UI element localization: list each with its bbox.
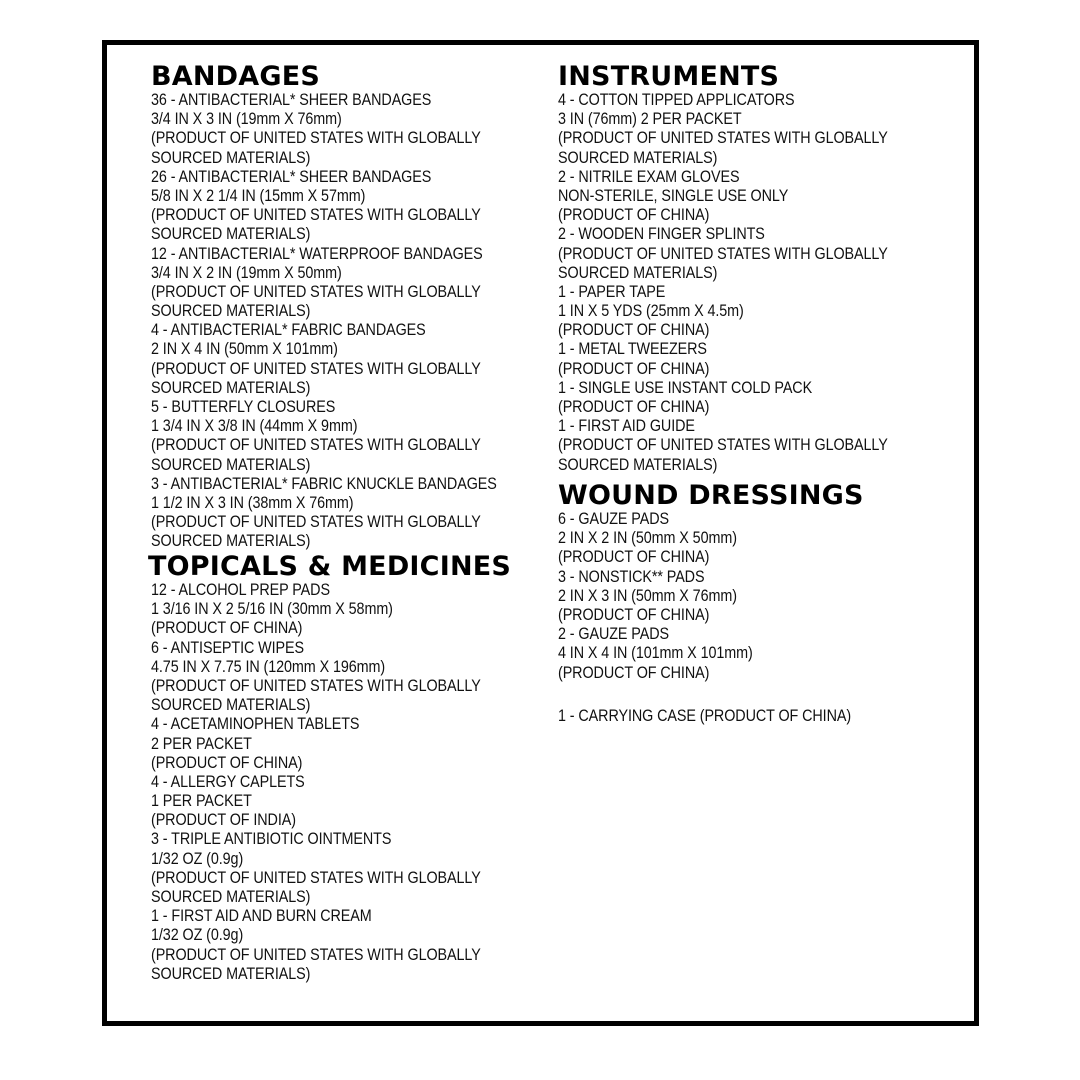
list-item-line: (PRODUCT OF CHINA)	[558, 548, 710, 567]
list-item-line: (PRODUCT OF CHINA)	[558, 663, 710, 682]
list-item-line: 2 IN X 4 IN (50mm X 101mm)	[151, 340, 338, 359]
list-item-line: 2 IN X 3 IN (50mm X 76mm)	[558, 586, 737, 605]
list-item-line: SOURCED MATERIALS)	[151, 696, 311, 715]
section-wound-dressings	[558, 482, 864, 683]
list-item-line: (PRODUCT OF UNITED STATES WITH GLOBALLY	[151, 129, 481, 148]
list-item-line: 4 IN X 4 IN (101mm X 101mm)	[558, 644, 753, 663]
list-item-line: 3 - TRIPLE ANTIBIOTIC OINTMENTS	[151, 830, 392, 849]
list-item-line: (PRODUCT OF CHINA)	[558, 359, 710, 378]
list-item-line: 2 - WOODEN FINGER SPLINTS	[558, 225, 765, 244]
list-item-line: 2 - GAUZE PADS	[558, 625, 669, 644]
list-item-line: SOURCED MATERIALS)	[558, 455, 718, 474]
bandages-list	[151, 91, 497, 552]
list-item-line: 4 - COTTON TIPPED APPLICATORS	[558, 91, 795, 109]
list-item-line: 1 - PAPER TAPE	[558, 282, 666, 301]
section-title-instruments: INSTRUMENTS	[558, 61, 780, 92]
list-item-line: SOURCED MATERIALS)	[151, 888, 311, 906]
section-title-topicals-medicines: TOPICALS & MEDICINES	[148, 551, 512, 582]
section-title-bandages: BANDAGES	[151, 61, 321, 92]
list-item-line: 4 - ACETAMINOPHEN TABLETS	[151, 715, 360, 734]
list-item-line: SOURCED MATERIALS)	[151, 302, 311, 321]
list-item-line: 4 - ALLERGY CAPLETS	[151, 772, 305, 791]
section-topicals-medicines	[148, 553, 530, 984]
list-item-line: 1 - METAL TWEEZERS	[558, 340, 707, 359]
list-item-line: (PRODUCT OF CHINA)	[558, 398, 710, 416]
list-item-line: (PRODUCT OF UNITED STATES WITH GLOBALLY	[151, 945, 481, 964]
list-item-line: 3/4 IN X 3 IN (19mm X 76mm)	[151, 110, 342, 129]
list-item-line: (PRODUCT OF CHINA)	[558, 605, 710, 624]
list-item-line: 1 - SINGLE USE INSTANT COLD PACK	[558, 378, 813, 397]
list-item-line: 3 - NONSTICK** PADS	[558, 567, 705, 586]
list-item-line: 1 IN X 5 YDS (25mm X 4.5m)	[558, 302, 744, 321]
list-item-line: 2 - NITRILE EXAM GLOVES	[558, 167, 740, 186]
list-item-line: 12 - ALCOHOL PREP PADS	[151, 581, 330, 599]
list-item-line: (PRODUCT OF UNITED STATES WITH GLOBALLY	[151, 676, 481, 695]
list-item-line: 1/32 OZ (0.9g)	[151, 926, 244, 945]
list-item-line: SOURCED MATERIALS)	[151, 964, 311, 983]
list-item-line: 5/8 IN X 2 1/4 IN (15mm X 57mm)	[151, 186, 366, 205]
list-item-line: 5 - BUTTERFLY CLOSURES	[151, 398, 336, 416]
list-item-line: SOURCED MATERIALS)	[151, 148, 311, 167]
list-item-line: (PRODUCT OF UNITED STATES WITH GLOBALLY	[151, 868, 481, 887]
list-item-line: 1 1/2 IN X 3 IN (38mm X 76mm)	[151, 493, 354, 512]
list-item-line: (PRODUCT OF UNITED STATES WITH GLOBALLY	[151, 359, 481, 378]
list-item-line: (PRODUCT OF CHINA)	[151, 753, 303, 772]
list-item-line: (PRODUCT OF CHINA)	[151, 619, 303, 638]
list-item-line: 4 - ANTIBACTERIAL* FABRIC BANDAGES	[151, 321, 426, 340]
wound-dressings-list	[558, 510, 824, 683]
list-item-line: (PRODUCT OF UNITED STATES WITH GLOBALLY	[558, 244, 888, 263]
carrying-case-line: 1 - CARRYING CASE (PRODUCT OF CHINA)	[558, 707, 852, 725]
section-bandages	[151, 63, 548, 552]
list-item-line: SOURCED MATERIALS)	[151, 455, 311, 474]
list-item-line: 1 - FIRST AID AND BURN CREAM	[151, 907, 372, 926]
topicals-list	[151, 581, 481, 984]
carrying-case-note	[558, 707, 895, 726]
list-item-line: 3 IN (76mm) 2 PER PACKET	[558, 110, 742, 129]
list-item-line: 1 3/4 IN X 3/8 IN (44mm X 9mm)	[151, 417, 358, 436]
list-item-line: 6 - ANTISEPTIC WIPES	[151, 638, 305, 657]
list-item-line: (PRODUCT OF UNITED STATES WITH GLOBALLY	[151, 436, 481, 455]
instruments-list	[558, 91, 888, 475]
list-item-line: 36 - ANTIBACTERIAL* SHEER BANDAGES	[151, 91, 432, 109]
list-item-line: 26 - ANTIBACTERIAL* SHEER BANDAGES	[151, 167, 432, 186]
list-item-line: (PRODUCT OF UNITED STATES WITH GLOBALLY	[558, 436, 888, 455]
section-instruments	[558, 63, 937, 475]
list-item-line: NON-STERILE, SINGLE USE ONLY	[558, 186, 789, 205]
list-item-line: 1 3/16 IN X 2 5/16 IN (30mm X 58mm)	[151, 600, 393, 619]
list-item-line: 1/32 OZ (0.9g)	[151, 849, 244, 868]
list-item-line: SOURCED MATERIALS)	[558, 148, 718, 167]
list-item-line: SOURCED MATERIALS)	[151, 225, 311, 244]
list-item-line: 6 - GAUZE PADS	[558, 510, 669, 528]
list-item-line: (PRODUCT OF UNITED STATES WITH GLOBALLY	[151, 206, 481, 225]
list-item-line: (PRODUCT OF CHINA)	[558, 321, 710, 340]
list-item-line: 4.75 IN X 7.75 IN (120mm X 196mm)	[151, 657, 386, 676]
list-item-line: 12 - ANTIBACTERIAL* WATERPROOF BANDAGES	[151, 244, 483, 263]
list-item-line: (PRODUCT OF CHINA)	[558, 206, 710, 225]
list-item-line: (PRODUCT OF INDIA)	[151, 811, 296, 830]
list-item-line: 2 PER PACKET	[151, 734, 252, 753]
list-item-line: SOURCED MATERIALS)	[151, 378, 311, 397]
list-item-line: SOURCED MATERIALS)	[151, 532, 311, 551]
list-item-line: (PRODUCT OF UNITED STATES WITH GLOBALLY	[151, 282, 481, 301]
list-item-line: (PRODUCT OF UNITED STATES WITH GLOBALLY	[558, 129, 888, 148]
list-item-line: 1 - FIRST AID GUIDE	[558, 417, 695, 436]
list-item-line: 3 - ANTIBACTERIAL* FABRIC KNUCKLE BANDAGES	[151, 474, 497, 493]
list-item-line: 3/4 IN X 2 IN (19mm X 50mm)	[151, 263, 342, 282]
list-item-line: 2 IN X 2 IN (50mm X 50mm)	[558, 529, 737, 548]
list-item-line: 1 PER PACKET	[151, 792, 252, 811]
section-title-wound-dressings: WOUND DRESSINGS	[558, 480, 864, 511]
list-item-line: (PRODUCT OF UNITED STATES WITH GLOBALLY	[151, 513, 481, 532]
list-item-line: SOURCED MATERIALS)	[558, 263, 718, 282]
